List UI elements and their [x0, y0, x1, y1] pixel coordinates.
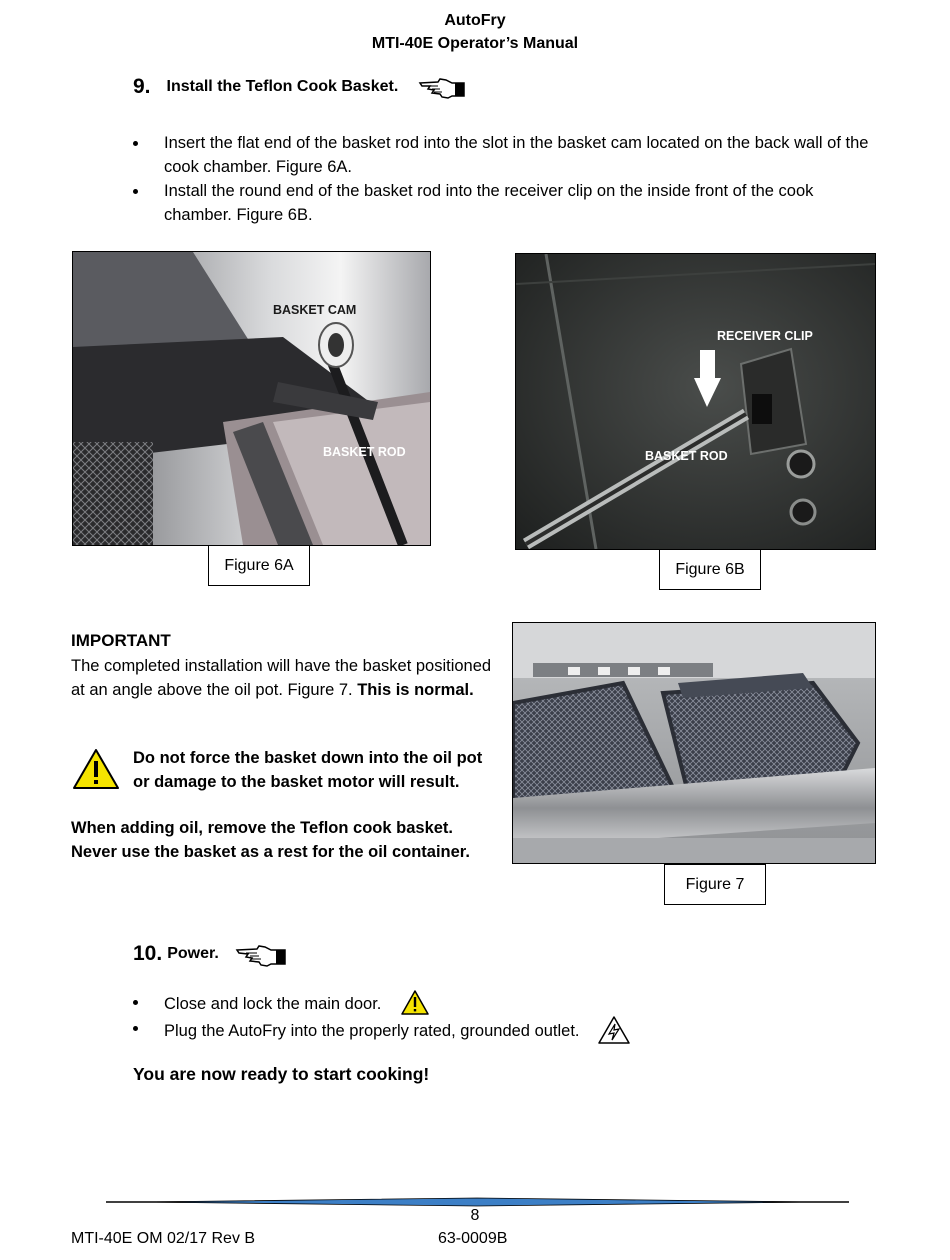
footer-doc-revision: MTI-40E OM 02/17 Rev B — [71, 1230, 256, 1247]
basket-rod-label: BASKET ROD — [645, 449, 728, 463]
step-10-bullet-list — [133, 990, 733, 1044]
important-text-bold: This is normal. — [357, 681, 474, 699]
figure-6a-photo — [72, 251, 431, 546]
list-item: Install the round end of the basket rod into the receiver clip on the inside front of the cook chamber. Figure 6B. — [133, 179, 878, 227]
page-number: 8 — [470, 1207, 480, 1224]
figure-7-photo — [512, 622, 876, 864]
step-10-number: 10. — [133, 942, 163, 965]
step-9-heading — [133, 74, 468, 100]
figure-6b-photo — [515, 253, 876, 550]
figure-7-caption: Figure 7 — [664, 864, 766, 905]
manual-title: MTI-40E Operator’s Manual — [371, 35, 579, 52]
warning-icon — [72, 748, 120, 790]
list-item — [133, 1016, 733, 1044]
step-9-number: 9. — [133, 75, 151, 98]
basket-cam-label: BASKET CAM — [273, 303, 357, 317]
list-item: Insert the flat end of the basket rod into the slot in the basket cam located on the back wall of the cook chamber. Figure 6A. — [133, 131, 878, 179]
plug-in-text: Plug the AutoFry into the properly rated, grounded outlet. — [164, 1022, 580, 1040]
step-9-title: Install the Teflon Cook Basket. — [166, 78, 399, 95]
close-door-text: Close and lock the main door. — [164, 995, 382, 1013]
step-9-bullet-list — [133, 131, 878, 227]
figure-6b-caption: Figure 6B — [659, 549, 761, 590]
footer-divider — [106, 1194, 849, 1204]
footer-doc-number: 63-0009B — [438, 1230, 508, 1247]
step-10-title: Power. — [167, 945, 219, 962]
figure-6a-caption: Figure 6A — [208, 545, 310, 586]
basket-rod-label: BASKET ROD — [323, 445, 406, 459]
step-10-heading — [133, 940, 289, 968]
important-text: The completed installation will have the basket positioned at an angle above the oil pot. Figure 7. — [71, 657, 492, 699]
warning-icon — [401, 990, 429, 1015]
receiver-clip-label: RECEIVER CLIP — [717, 329, 813, 343]
manual-brand-title: AutoFry — [444, 12, 506, 29]
oil-note: When adding oil, remove the Teflon cook basket. Never use the basket as a rest for the oil container. — [71, 819, 470, 861]
list-item — [133, 990, 733, 1016]
ready-message: You are now ready to start cooking! — [133, 1064, 430, 1084]
pointing-hand-icon — [235, 940, 289, 968]
warning-text: Do not force the basket down into the oil pot or damage to the basket motor will result. — [133, 749, 483, 791]
important-paragraph — [71, 654, 501, 702]
pointing-hand-icon — [418, 74, 468, 100]
electrical-hazard-icon — [598, 1016, 630, 1044]
important-heading: IMPORTANT — [71, 631, 171, 650]
